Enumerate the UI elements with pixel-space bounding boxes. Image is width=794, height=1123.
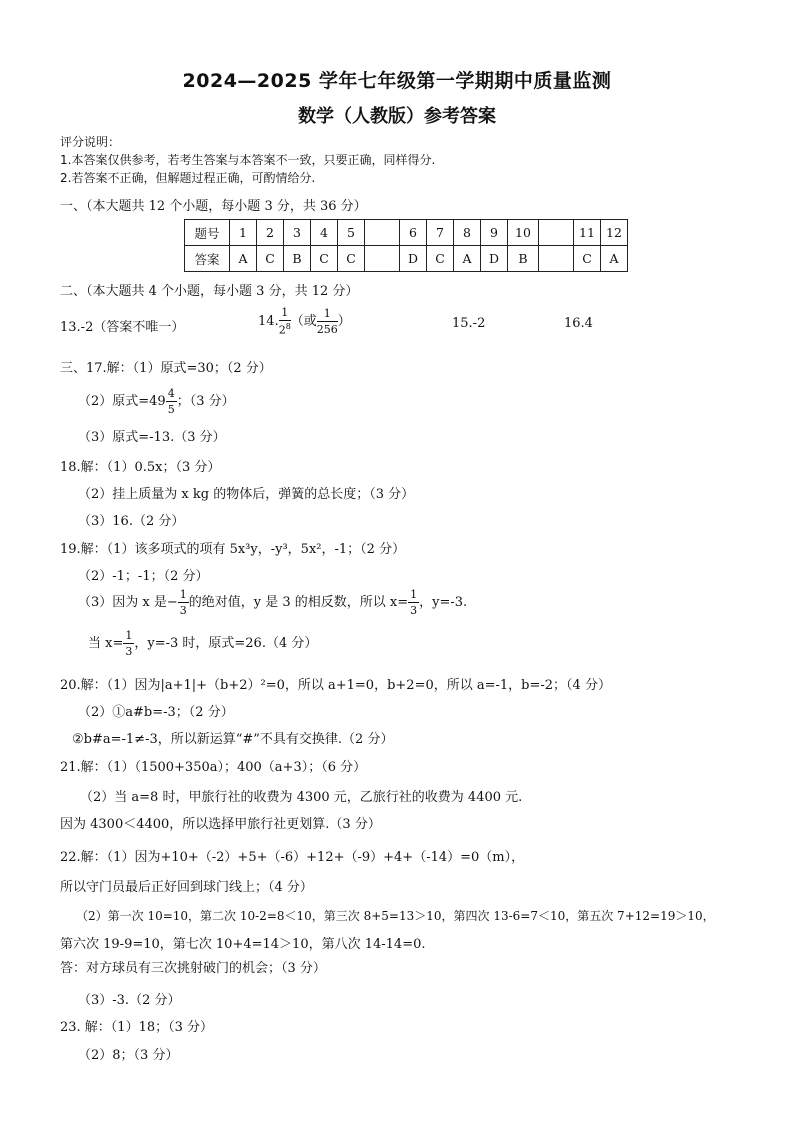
answer-q15: 15.-2 <box>452 316 486 331</box>
grading-note-1: 1.本答案仅供参考，若考生答案与本答案不一致，只要正确，同样得分. <box>60 153 436 167</box>
table-cell: 3 <box>284 220 311 246</box>
table-cell: B <box>508 246 539 272</box>
answer-q22-5: 答：对方球员有三次挑射破门的机会；（3 分） <box>60 961 326 976</box>
answer-q22-3: （2）第一次 10=10，第二次 10-2=8＜10，第三次 8+5=13＞10，第四次 13-6=7＜10，第五次 7+12=19＞10， <box>76 909 715 923</box>
answer-q19-2: （2）-1；-1；（2 分） <box>78 569 209 584</box>
answer-q21-2: （2）当 a=8 时，甲旅行社的收费为 4300 元，乙旅行社的收费为 4400 元. <box>80 790 523 805</box>
answer-q18-3: （3）16.（2 分） <box>78 514 185 529</box>
answer-q19-4: 当 x= $\frac{1}{3}$ ，y=-3 时，原式=26.（4 分） <box>88 629 318 658</box>
page-subtitle: 数学（人教版）参考答案 <box>298 106 496 127</box>
table-cell-empty <box>365 246 400 272</box>
answer-q20-3: ②b#a=-1≠-3，所以新运算“#”不具有交换律.（2 分） <box>72 732 394 747</box>
fraction: $\frac{1}{2^8}$ <box>278 306 291 337</box>
answer-q22-6: （3）-3.（2 分） <box>78 993 181 1008</box>
table-cell: C <box>574 246 601 272</box>
answer-q20-2: （2）①a#b=-3；（2 分） <box>78 705 234 720</box>
answer-q22-2: 所以守门员最后正好回到球门线上；（4 分） <box>60 880 313 895</box>
table-cell-empty <box>539 220 574 246</box>
section1-heading: 一、（本大题共 12 个小题，每小题 3 分，共 36 分） <box>60 199 367 214</box>
answer-q17-3: （3）原式=-13.（3 分） <box>78 430 226 445</box>
table-cell: 12 <box>601 220 628 246</box>
table-cell: A <box>601 246 628 272</box>
fraction: $\frac{1}{3}$ <box>410 588 418 617</box>
table-cell: D <box>400 246 427 272</box>
answer-q16: 16.4 <box>564 316 593 331</box>
fraction: $\frac{1}{3}$ <box>125 629 133 658</box>
answer-q13: 13.-2（答案不唯一） <box>60 320 185 335</box>
table-cell-empty <box>365 220 400 246</box>
answer-q23-2: （2）8；（3 分） <box>78 1048 179 1063</box>
answer-q19-1: 19.解：（1）该多项式的项有 5x³y，-y³，5x²，-1；（2 分） <box>60 542 406 557</box>
page-title: 2024—2025 学年七年级第一学期期中质量监测 <box>182 70 612 92</box>
answer-q22-1: 22.解：（1）因为+10+（-2）+5+（-6）+12+（-9）+4+（-14）=0（m）， <box>60 850 525 865</box>
row-label-answer: 答案 <box>185 246 230 272</box>
table-cell: A <box>230 246 257 272</box>
row-label-number: 题号 <box>185 220 230 246</box>
table-cell: D <box>481 246 508 272</box>
fraction: $\frac{1}{3}$ <box>179 588 187 617</box>
table-cell: 6 <box>400 220 427 246</box>
section2-heading: 二、（本大题共 4 个小题，每小题 3 分，共 12 分） <box>60 284 359 299</box>
q14-suffix: ） <box>337 313 351 329</box>
answer-q17-1: 三、17.解：（1）原式=30；（2 分） <box>60 361 272 376</box>
table-cell: 2 <box>257 220 284 246</box>
fraction: $\frac{4}{5}$ <box>167 387 175 416</box>
answer-q21-3: 因为 4300＜4400，所以选择甲旅行社更划算.（3 分） <box>60 817 381 832</box>
table-cell-empty <box>539 246 574 272</box>
answer-q20-1: 20.解：（1）因为|a+1|+（b+2）²=0，所以 a+1=0，b+2=0，所以 a=-1，b=-2；（4 分） <box>60 678 611 693</box>
q14-mid: （或 <box>290 313 317 329</box>
fraction: $\frac{1}{256}$ <box>316 306 338 336</box>
answer-q14 <box>258 307 351 336</box>
table-cell: A <box>454 246 481 272</box>
table-cell: C <box>257 246 284 272</box>
grading-note-2: 2.若答案不正确，但解题过程正确，可酌情给分. <box>60 171 316 185</box>
answer-q17-2: （2）原式=49 $\frac{4}{5}$ ；（3 分） <box>78 387 235 416</box>
q14-prefix: 14. <box>258 313 279 329</box>
table-cell: 1 <box>230 220 257 246</box>
answer-q22-4: 第六次 19-9=10，第七次 10+4=14＞10，第八次 14-14=0. <box>60 937 426 952</box>
table-row-answers <box>185 246 628 272</box>
table-cell: 4 <box>311 220 338 246</box>
table-cell: C <box>427 246 454 272</box>
table-cell: B <box>284 246 311 272</box>
answer-q23-1: 23. 解：（1）18；（3 分） <box>60 1020 214 1035</box>
answer-q18-2: （2）挂上质量为 x kg 的物体后，弹簧的总长度；（3 分） <box>78 487 415 502</box>
table-cell: 7 <box>427 220 454 246</box>
table-cell: 8 <box>454 220 481 246</box>
answer-table <box>184 219 628 272</box>
table-cell: 10 <box>508 220 539 246</box>
table-cell: 5 <box>338 220 365 246</box>
grading-notes-heading: 评分说明： <box>60 135 121 149</box>
table-cell: C <box>338 246 365 272</box>
table-cell: 9 <box>481 220 508 246</box>
table-row-numbers <box>185 220 628 246</box>
table-cell: C <box>311 246 338 272</box>
table-cell: 11 <box>574 220 601 246</box>
answer-q18-1: 18.解：（1）0.5x；（3 分） <box>60 460 221 475</box>
answer-q21-1: 21.解：（1）（1500+350a）；400（a+3）；（6 分） <box>60 760 367 775</box>
answer-q19-3: （3）因为 x 是− $\frac{1}{3}$ 的绝对值，y 是 3 的相反数，所以 x= $\frac{1}{3}$ ，y=-3. <box>78 588 468 617</box>
